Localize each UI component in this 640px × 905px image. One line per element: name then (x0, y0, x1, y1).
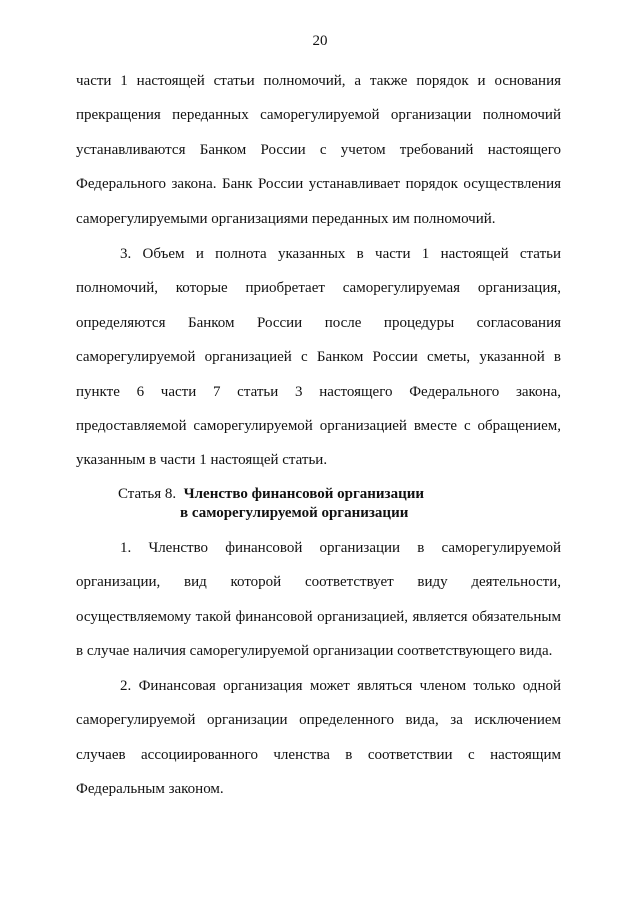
paragraph-article8-item-1: 1. Членство финансовой организации в саморегулируемой организации, вид которой соответствует виду деятельности, осуществляемому такой финансовой организацией, является обязательным в случае наличия саморегулируемой организации соответствующего вида. (76, 540, 561, 660)
article-title-line1: Членство финансовой организации (183, 486, 424, 502)
paragraph-continuation: части 1 настоящей статьи полномочий, а также порядок и основания прекращения переданных саморегулируемой организации полномочий устанавливаются Банком России с учетом требований настоящего Федерального закона. Банк России устанавливает порядок осуществления саморегулируемыми организациями переданных им полномочий. (76, 73, 561, 227)
article-title-line2: в саморегулируемой организации (180, 505, 409, 521)
article-heading-line1 (118, 485, 424, 504)
article-label: Статья 8. (118, 486, 177, 502)
paragraph-item-3: 3. Объем и полнота указанных в части 1 настоящей статьи полномочий, которые приобретает саморегулируемая организация, определяются Банком России после процедуры согласования саморегулируемой организацией с Банком России сметы, указанной в пункте 6 части 7 статьи 3 настоящего Федерального закона, предоставляемой саморегулируемой организацией вместе с обращением, указанным в части 1 настоящей статьи. (76, 246, 561, 469)
page-number: 20 (312, 33, 328, 49)
paragraph-article8-item-2: 2. Финансовая организация может являться членом только одной саморегулируемой организации определенного вида, за исключением случаев ассоциированного членства в соответствии с настоящим Федеральным законом. (76, 678, 561, 798)
